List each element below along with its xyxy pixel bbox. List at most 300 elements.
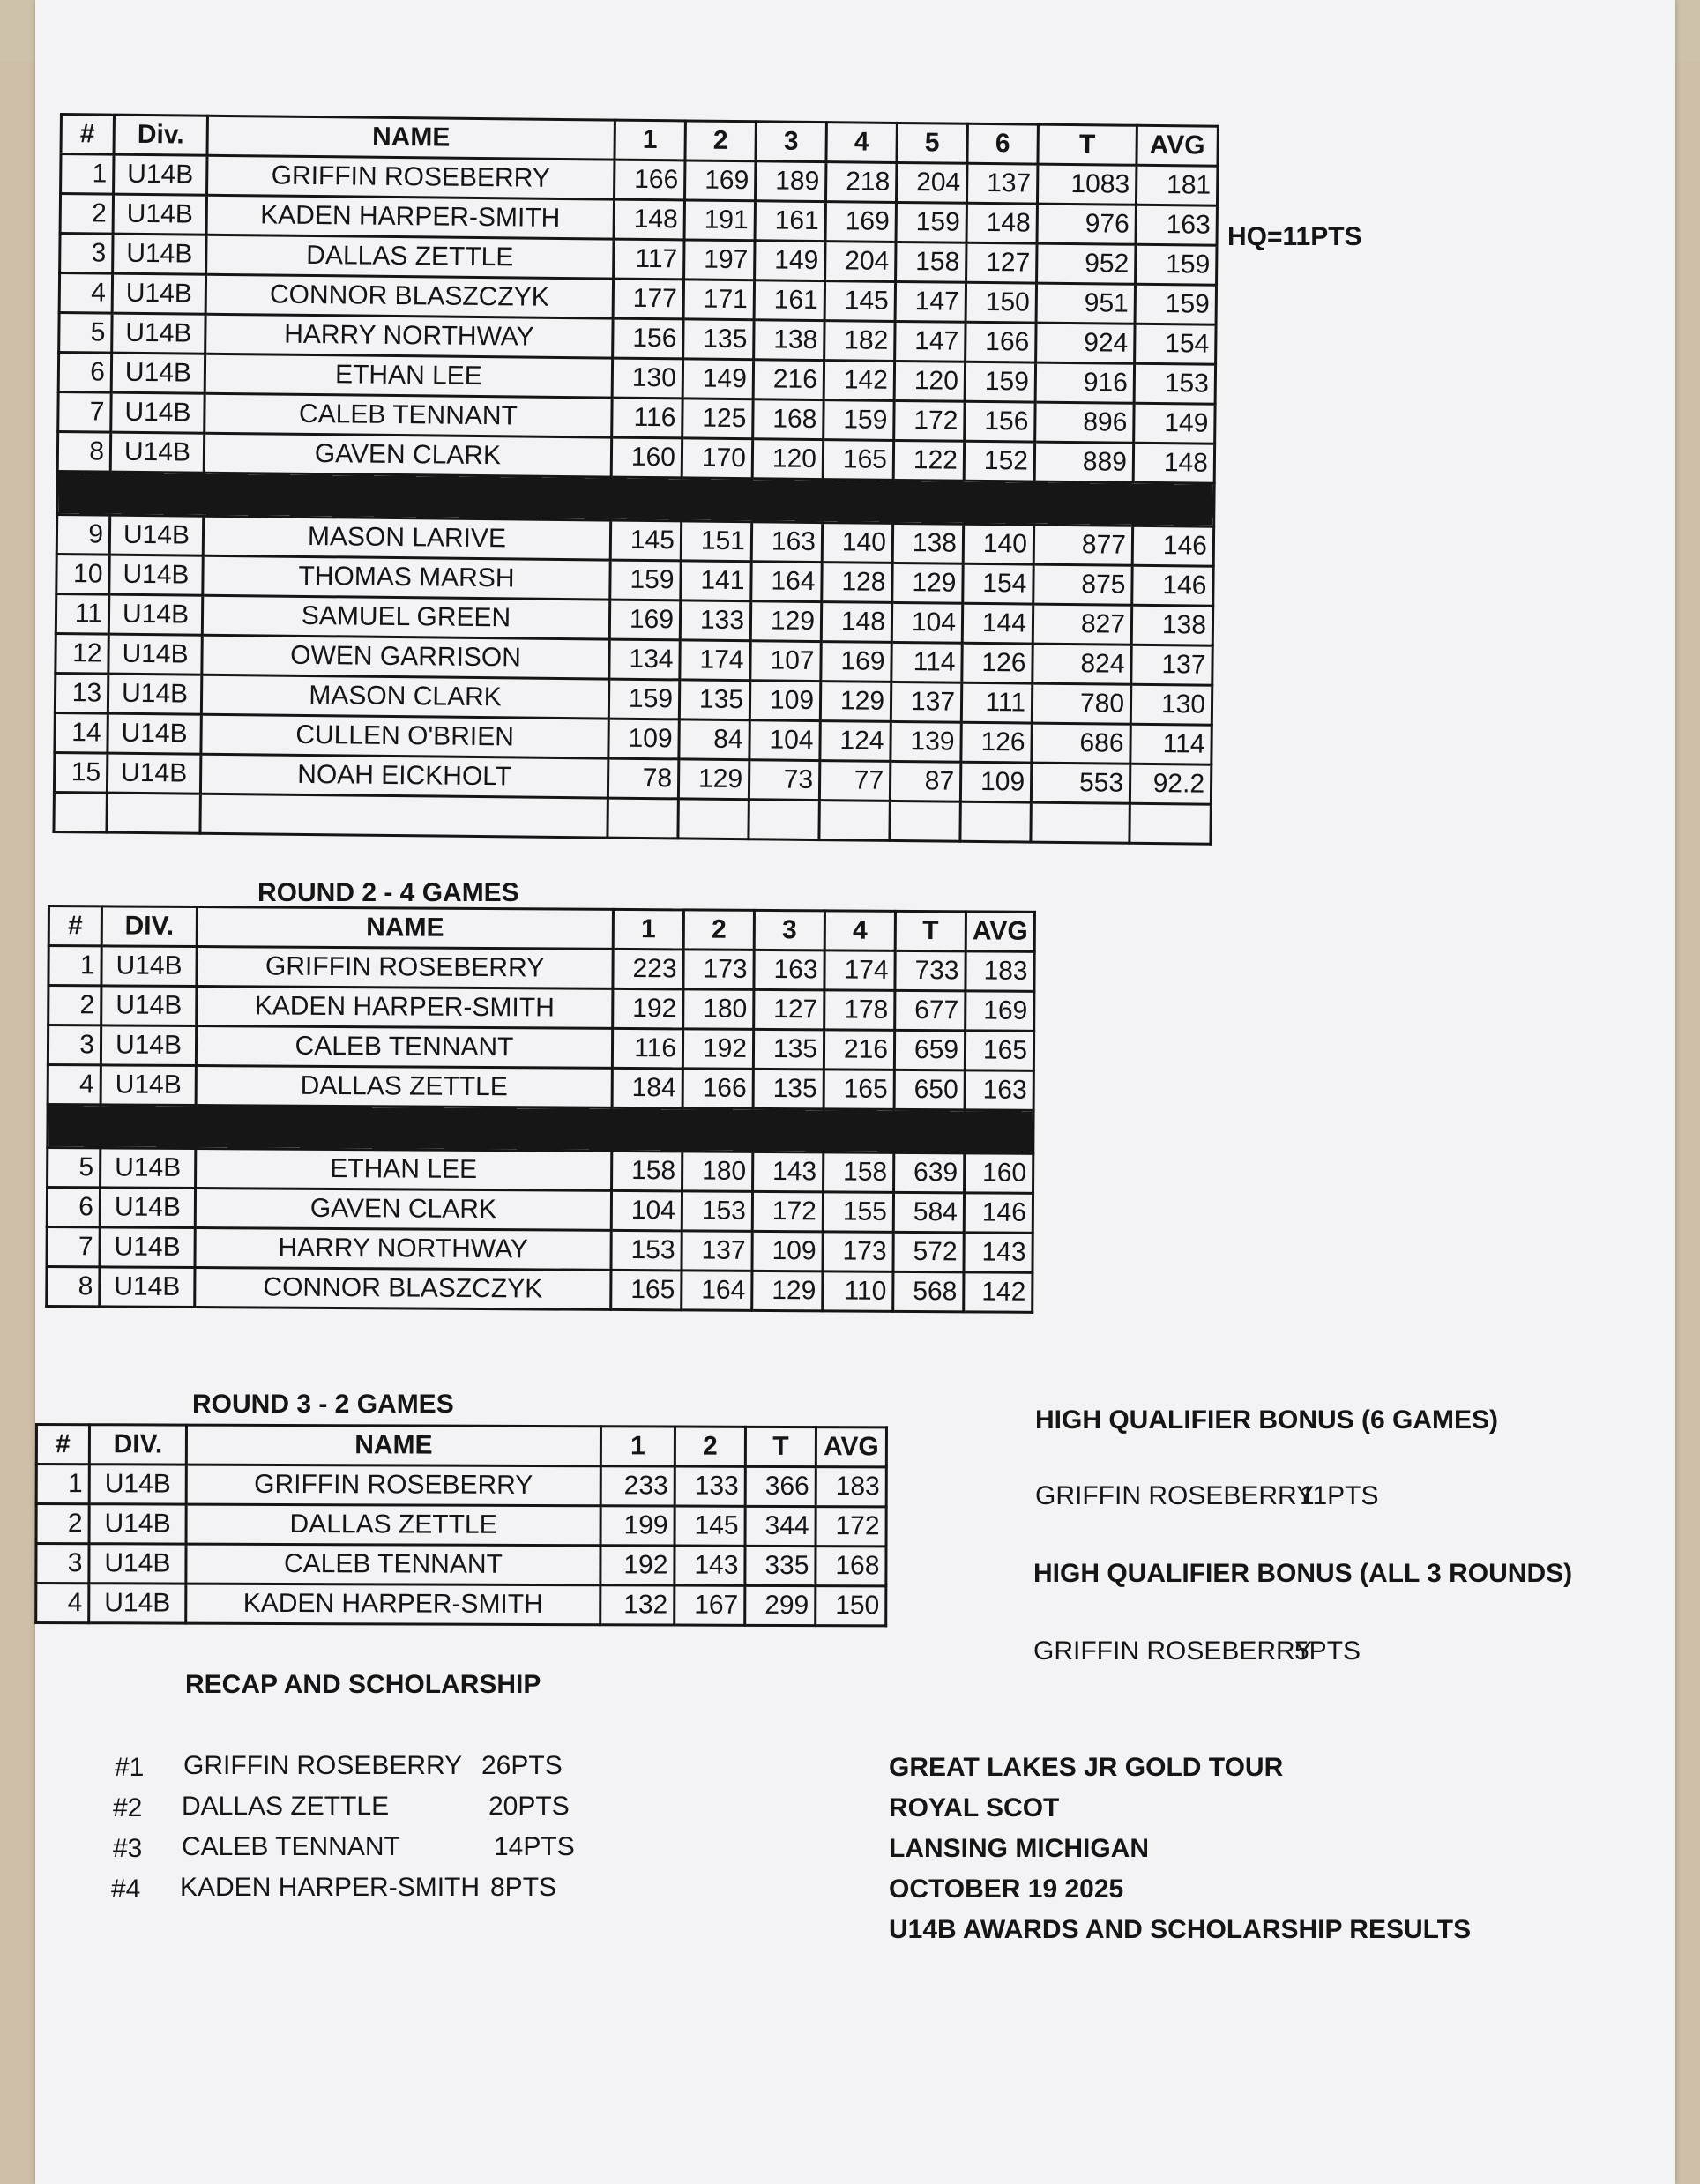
table-cell: U14B [89,1584,186,1623]
table-cell: 147 [895,321,966,362]
table-cell: 183 [816,1467,886,1507]
table-cell: 163 [754,950,824,989]
table-row [48,1065,1033,1111]
column-header: AVG [1137,125,1218,166]
column-header: T [1038,124,1137,165]
table-cell: 104 [749,720,820,761]
table-cell: 153 [682,1191,752,1231]
table-cell: 184 [612,1068,682,1107]
table-cell: 12 [56,633,108,674]
table-cell: 197 [684,240,755,280]
table-cell: 158 [612,1151,682,1190]
table-cell: 159 [1135,284,1216,324]
column-header: 1 [613,909,683,949]
table-cell: 153 [1134,363,1215,404]
recap-name: GRIFFIN ROSEBERRY [183,1751,463,1780]
table-cell: 107 [750,641,821,682]
bonus-six-title: HIGH QUALIFIER BONUS (6 GAMES) [1035,1405,1499,1435]
table-cell: 165 [965,1031,1033,1070]
table-cell: 172 [816,1507,886,1547]
table-cell: 686 [1032,723,1130,764]
table-cell: GAVEN CLARK [204,433,611,477]
table-cell: 135 [679,680,749,720]
table-cell: 7 [58,391,111,432]
column-header: 2 [685,121,756,161]
table-cell: GRIFFIN ROSEBERRY [186,1465,600,1506]
table-cell: 130 [1130,684,1212,725]
table-cell: 127 [754,989,824,1029]
table-cell: U14B [113,234,206,274]
column-header: AVG [816,1427,886,1467]
table-cell: 3 [36,1544,89,1584]
table-cell: 104 [611,1190,682,1230]
recap-rank: #2 [113,1793,143,1822]
table-cell: 117 [614,239,684,280]
table-cell: THOMAS MARSH [203,555,610,600]
table-cell: 104 [891,602,962,643]
table-cell: 147 [895,281,966,322]
event-subtitle: U14B AWARDS AND SCHOLARSHIP RESULTS [889,1915,1472,1944]
column-header: 4 [826,123,897,163]
event-venue: ROYAL SCOT [889,1793,1060,1822]
table-cell: 145 [610,520,681,561]
table-cell: 7 [47,1227,100,1267]
table-cell: 1 [48,946,101,986]
table-cell: U14B [114,154,207,195]
table-cell: U14B [101,986,197,1026]
table-row [36,1544,886,1586]
table-cell: MASON CLARK [201,675,608,719]
table-cell: 148 [614,199,684,240]
table-cell: 951 [1036,283,1135,324]
table-cell: NOAH EICKHOLT [200,754,608,798]
table-cell: 129 [892,563,963,603]
table-cell: 141 [681,561,751,601]
table-cell: 164 [751,562,822,602]
table-cell: 733 [895,950,966,990]
empty-cell [819,801,890,841]
table-cell: 1 [36,1465,89,1504]
table-cell: 134 [609,639,680,680]
table-cell: 1083 [1037,164,1136,205]
empty-cell [608,798,678,839]
table-cell: 124 [820,721,891,762]
column-header: T [745,1427,816,1466]
table-cell: U14B [101,946,197,987]
table-cell: 204 [896,162,966,203]
table-cell: 148 [1133,443,1214,483]
table-cell: U14B [109,515,203,555]
table-cell: 146 [1132,526,1213,566]
recap-name: DALLAS ZETTLE [182,1792,390,1821]
table-cell: 192 [613,988,683,1028]
round1-table [52,113,1219,846]
table-cell: 163 [751,522,822,563]
table-cell: CALEB TENNANT [205,393,612,437]
empty-cell [960,801,1031,842]
table-cell: 143 [753,1152,824,1191]
table-cell: U14B [111,353,205,393]
table-cell: 3 [60,234,113,274]
column-header: 1 [615,120,685,160]
event-date: OCTOBER 19 2025 [889,1875,1124,1904]
table-cell: 584 [893,1192,964,1232]
table-cell: 77 [819,761,890,801]
table-cell: 172 [752,1191,823,1231]
round2-table [45,905,1036,1314]
empty-cell [890,801,960,841]
table-cell: 140 [822,523,892,563]
table-cell: ETHAN LEE [205,354,612,398]
empty-cell [749,800,819,840]
table-cell: U14B [110,432,204,473]
table-cell: 13 [55,673,108,713]
column-header: 6 [967,123,1038,164]
table-cell: 2 [60,194,113,235]
round3-title: ROUND 3 - 2 GAMES [192,1390,454,1419]
table-cell: 827 [1033,604,1131,645]
round2-title: ROUND 2 - 4 GAMES [257,878,519,907]
table-cell: 156 [613,318,683,359]
table-cell: 154 [963,563,1033,604]
table-row [48,986,1034,1032]
column-header: 3 [756,122,826,162]
table-row [47,1227,1033,1273]
table-row [48,946,1034,992]
table-cell: DALLAS ZETTLE [186,1504,600,1546]
table-cell: 344 [745,1506,816,1546]
table-cell: 5 [59,313,112,354]
table-cell: U14B [107,753,200,794]
table-cell: 135 [683,319,754,360]
recap-pts: 14PTS [494,1832,575,1861]
table-cell: 161 [754,280,824,321]
table-cell: 170 [682,438,752,479]
column-header: AVG [966,912,1034,951]
table-cell: 110 [823,1271,893,1311]
bonus-six-pts: 11PTS [1300,1481,1379,1510]
table-cell: 163 [1136,205,1217,245]
table-cell: 142 [964,1272,1033,1312]
table-cell: 553 [1031,763,1130,803]
table-cell: 153 [611,1230,682,1270]
table-cell: 120 [894,361,965,401]
table-cell: KADEN HARPER-SMITH [206,195,614,239]
table-cell: 142 [824,361,894,401]
table-cell: 172 [894,400,965,441]
table-cell: 129 [752,1271,823,1310]
table-cell: U14B [101,1148,196,1189]
table-cell: 137 [1131,645,1212,685]
table-cell: 159 [608,679,679,719]
empty-cell [678,799,749,839]
table-cell: 191 [684,200,755,241]
table-cell: 149 [755,241,825,281]
table-cell: 824 [1033,644,1131,684]
table-cell: 109 [608,719,679,759]
empty-cell [54,792,107,832]
table-cell: 924 [1036,323,1135,363]
table-cell: KADEN HARPER-SMITH [197,987,613,1029]
column-header: # [61,115,114,155]
table-cell: 9 [56,514,109,555]
table-cell: 889 [1034,442,1133,482]
table-cell: 168 [816,1547,886,1586]
table-cell: KADEN HARPER-SMITH [186,1584,600,1625]
round2-body [47,946,1034,1313]
empty-cell [1130,803,1211,844]
table-cell: 174 [680,640,750,681]
table-cell: 952 [1037,243,1136,284]
table-cell: MASON LARIVE [203,516,610,560]
column-header: NAME [207,116,615,160]
table-cell: 6 [47,1188,100,1227]
table-cell: 173 [823,1232,893,1271]
table-row [36,1465,886,1507]
table-cell: 178 [824,990,895,1030]
table-cell: 138 [1131,605,1212,645]
table-cell: CALEB TENNANT [196,1026,612,1069]
table-cell: U14B [108,713,201,754]
column-header: 2 [683,910,754,950]
table-cell: HARRY NORTHWAY [195,1228,611,1271]
column-header: Div. [114,115,207,155]
table-cell: 116 [612,1028,682,1068]
table-cell: 166 [682,1069,753,1108]
table-row [36,1504,886,1547]
table-cell: 10 [56,554,109,594]
column-header: 1 [600,1427,675,1466]
table-cell: 143 [675,1546,745,1585]
table-cell: OWEN GARRISON [202,635,609,679]
bonus-six-name: GRIFFIN ROSEBERRY [1035,1481,1315,1510]
table-cell: 180 [683,989,754,1029]
table-cell: 159 [896,202,966,242]
table-cell: 4 [59,273,112,314]
table-cell: 138 [892,523,963,563]
table-cell: 180 [682,1152,753,1191]
table-cell: DALLAS ZETTLE [206,235,614,279]
table-cell: 167 [675,1585,745,1625]
table-cell: U14B [113,194,206,235]
table-cell: 133 [675,1466,745,1506]
table-cell: 2 [36,1504,89,1544]
column-header: DIV. [101,906,197,947]
table-cell: 132 [600,1585,675,1625]
table-cell: 109 [749,681,820,721]
table-cell: 916 [1035,362,1134,403]
table-cell: 181 [1136,165,1217,205]
table-cell: U14B [89,1465,186,1504]
table-cell: 216 [753,360,824,400]
table-cell: 114 [1130,724,1212,764]
column-header: 4 [824,911,895,950]
table-cell: 650 [894,1070,965,1109]
table-cell: ETHAN LEE [196,1149,612,1191]
table-cell: 149 [682,359,753,399]
recap-title: RECAP AND SCHOLARSHIP [185,1670,541,1699]
table-cell: U14B [101,1025,196,1066]
table-cell: 169 [821,642,891,682]
bonus-all-pts: 5PTS [1294,1636,1361,1666]
table-cell: U14B [100,1227,195,1268]
table-cell: 109 [752,1231,823,1271]
table-cell: 135 [753,1069,824,1108]
recap-rank: #3 [113,1834,143,1863]
table-cell: 158 [824,1152,894,1192]
table-cell: 156 [965,401,1035,442]
table-cell: CULLEN O'BRIEN [201,714,608,758]
event-location: LANSING MICHIGAN [889,1834,1149,1863]
table-cell: 171 [683,280,754,320]
table-cell: 3 [48,1025,101,1065]
empty-cell [200,794,608,838]
table-row [47,1267,1033,1313]
table-cell: 2 [48,986,101,1025]
table-cell: 139 [891,721,961,762]
table-cell: 125 [682,399,753,439]
table-cell: 896 [1035,402,1134,443]
table-cell: 233 [600,1466,675,1506]
round1-body [54,154,1218,845]
table-cell: 5 [48,1148,101,1188]
table-cell: 216 [824,1030,894,1070]
table-cell: 169 [966,991,1034,1031]
table-cell: DALLAS ZETTLE [196,1066,612,1108]
table-cell: 144 [962,603,1033,644]
table-cell: 168 [753,399,824,440]
table-cell: 126 [962,643,1033,683]
table-cell: 127 [966,242,1037,283]
table-cell: 145 [675,1506,745,1546]
bonus-all-name: GRIFFIN ROSEBERRY [1033,1636,1313,1666]
table-cell: 122 [893,440,964,481]
table-cell: U14B [100,1188,195,1228]
table-cell: 87 [890,761,960,801]
table-cell: 158 [896,242,966,282]
table-cell: 223 [613,949,683,988]
table-cell: 4 [36,1584,89,1623]
table-cell: 568 [893,1271,964,1311]
table-cell: 133 [680,600,750,641]
column-header: 3 [754,910,824,950]
round3-body [36,1465,887,1626]
table-cell: 148 [966,203,1037,243]
table-cell: 639 [894,1152,965,1192]
column-header: NAME [186,1425,600,1466]
table-cell: 150 [966,282,1036,323]
bonus-all-title: HIGH QUALIFIER BONUS (ALL 3 ROUNDS) [1033,1559,1573,1588]
table-cell: 875 [1033,564,1132,605]
recap-pts: 20PTS [488,1792,570,1821]
table-cell: 159 [824,400,894,441]
table-cell: CALEB TENNANT [186,1544,600,1585]
table-cell: 366 [745,1466,816,1506]
table-cell: 335 [745,1546,816,1585]
table-cell: 160 [611,437,682,478]
table-cell: 129 [678,759,749,800]
table-cell: 166 [966,322,1036,362]
table-cell: 192 [600,1546,675,1585]
table-cell: 73 [749,760,819,801]
cutline-fill [48,1105,1033,1154]
table-cell: 173 [683,950,754,989]
table-cell: GRIFFIN ROSEBERRY [197,947,613,989]
table-cell: U14B [109,555,203,595]
table-cell: 129 [820,682,891,722]
table-cell: 137 [891,682,961,722]
table-row [36,1584,886,1626]
table-cell: U14B [112,273,205,314]
recap-name: KADEN HARPER-SMITH [180,1873,481,1902]
empty-cell [1031,802,1130,843]
table-cell: SAMUEL GREEN [202,595,609,639]
table-cell: 161 [755,201,825,242]
table-cell: U14B [111,392,205,433]
table-cell: 192 [682,1029,753,1069]
table-cell: 218 [825,162,896,203]
table-cell: 84 [679,719,749,760]
table-cell: GRIFFIN ROSEBERRY [207,155,615,199]
table-cell: 165 [611,1270,682,1309]
table-cell: 160 [965,1153,1033,1193]
table-cell: 129 [750,601,821,642]
round2-header-row [48,906,1034,952]
table-cell: U14B [101,1065,196,1106]
table-cell: 659 [894,1030,965,1070]
table-cell: 163 [965,1070,1033,1110]
table-cell: 159 [965,362,1035,402]
table-cell: 572 [893,1232,964,1271]
table-cell: CONNOR BLASZCZYK [205,274,613,318]
table-cell: 204 [825,242,896,282]
table-cell: 151 [681,521,751,562]
table-cell: 169 [609,600,680,640]
column-header: # [48,906,101,946]
table-cell: 165 [823,440,893,481]
table-cell: 135 [753,1029,824,1069]
table-cell: 137 [966,163,1037,204]
cutline-bar [48,1105,1033,1154]
table-cell: 165 [824,1070,894,1109]
round3-header-row [36,1425,886,1467]
hq-note: HQ=11PTS [1227,222,1362,251]
table-cell: GAVEN CLARK [195,1189,611,1231]
table-cell: U14B [112,313,205,354]
table-cell: 146 [964,1193,1033,1233]
table-cell: 976 [1037,204,1136,244]
table-cell: 150 [816,1586,886,1626]
table-cell: 1 [61,154,114,195]
table-cell: CONNOR BLASZCZYK [195,1268,611,1310]
table-cell: 299 [745,1585,816,1625]
table-cell: 140 [963,524,1033,564]
table-cell: 159 [1136,244,1217,285]
table-cell: 130 [612,358,682,399]
table-cell: 128 [822,563,892,603]
table-cell: 116 [612,398,682,438]
table-row [48,1025,1033,1071]
table-row [48,1148,1033,1194]
table-cell: U14B [100,1267,195,1308]
table-cell: 155 [823,1192,893,1232]
table-cell: 174 [824,950,895,990]
table-cell: 8 [57,431,110,472]
table-cell: 149 [1134,403,1215,444]
table-cell: 143 [964,1233,1033,1272]
table-cell: 137 [682,1231,752,1271]
table-cell: 4 [48,1065,101,1105]
